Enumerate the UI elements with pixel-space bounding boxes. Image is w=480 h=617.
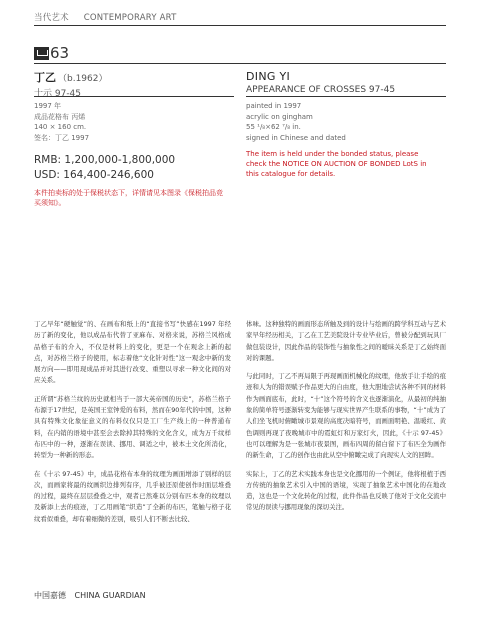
artwork-info-en — [246, 70, 446, 95]
right-rule — [246, 96, 446, 97]
gavel-icon — [34, 47, 49, 60]
artwork-title-en: APPEARANCE OF CROSSES 97-45 — [246, 85, 396, 95]
essay-paragraph: 与此同时，丁乙不再局限于再现画面机械化的纹理，他放手让手绘的痕迹和人为的错误赋予作品更大的自由度，他大胆地尝试各种不同的材料作为画面底布，此时，“十”这个符号的含义也逐渐演化，从最初的纯抽象的简单符号逐渐转变为能够与现实世界产生联系的事物，“十”成为了人们坐飞机时俯瞰城市景观的高度决暗符号，而画面明艳、温暖红、黄色调则再现了夜晚城市中的霓虹灯和万家灯火，因此，《十示 97-45》也可以理解为是一张城市夜景图，画布四周的留白留下了布匹全为画作的新生命，丁乙的创作也由此从空中俯瞰完成了向现实人文的回眸。 — [246, 372, 446, 460]
bonded-notice-cn: 本件拍卖标的处于保税状态下，详情请见本图录《保税拍品竞买须知》。 — [34, 189, 223, 207]
detail-signature-en: signed in Chinese and dated — [246, 133, 346, 142]
lot-number-text: 63 — [50, 44, 70, 62]
essay-paragraph: 正所谓“苏格兰纹的历史就相当于一部大英帝国的历史”，苏格兰格子布源于17世纪，是英国王室钟爱的布料，然而在90年代的中国，这种具有特殊文化象征意义的布料仅仅只是工厂生产线上的一种普通布料，在内销的语境中甚至会去除掉其特殊的文化含义，成为万千纹样布匹中的一种，逐渐在误读、挪用、调适之中，被本土文化所消化，转型为一种新的形态。 — [34, 394, 231, 460]
detail-medium-en: acrylic on gingham — [246, 112, 313, 121]
detail-size-en: 55 ¹/₈×62 ⁷/₈ in. — [246, 123, 301, 131]
artwork-title-cn: 十示 97-45 — [34, 89, 82, 99]
essay-paragraph: 在《十示 97-45》中，成品花格布本身的纹理为画面增添了别样的层次，而画家将最的纹画织边排列有序，几乎被还原使创作时面层堆叠的过程，最终在层层叠叠之中，观者已然难以分别布匹本身的纹理以及新添上去的痕迹，丁乙用画笔“织造”了全新的布匹，笔触与格子花纹看似重叠，却有着细微的差别，吸引人们不断去比较、 — [34, 469, 231, 523]
detail-date-en: painted in 1997 — [246, 102, 302, 110]
left-rule — [34, 96, 234, 97]
lot-number — [34, 44, 69, 62]
essay-paragraph: 体味。这种独特的画面形态所触及到的设计与绘画的跨学科互动与艺术家早年经历相关，丁乙在工艺美院设计专业毕业后，曾被分配到玩具厂做包装设计，因此作品的装饰性与抽象性之间的暧昧关系是丁乙始终面对的课题。 — [246, 320, 446, 362]
artwork-info-cn — [34, 69, 234, 99]
detail-signature-cn: 签名：丁乙 1997 — [34, 133, 90, 142]
details-en — [246, 101, 446, 143]
artist-name-en: DING YI — [246, 70, 291, 83]
essay-right — [246, 319, 446, 521]
essay-left — [34, 319, 231, 532]
essay-paragraph: 丁乙早年“硬触觉”的、在画布和纸上的“直接书写”快感在1997 年经历了新的变化，他以成品布代替了亚麻布、对格来说，苏格兰风格成品格子布的介入，不仅是材料上的变化，更是一个在观念上新的起点，对苏格兰格子的使用，标志着他“文化针对性”这一观念中新的发展方向——即用现成品并对其进行改变、重塑以寻求一种文化间的对应关系。 — [34, 320, 231, 385]
header-rule — [34, 25, 446, 26]
bonded-notice-en: The item is held under the bonded status, please check the NOTICE ON AUCTION OF BONDED LotS in this catalogue for details. — [246, 150, 427, 178]
estimate-usd: USD: 164,400-246,600 — [34, 169, 154, 181]
section-title-cn: 当代艺术 — [34, 13, 69, 23]
footer-en: CHINA GUARDIAN — [74, 591, 146, 600]
detail-size-cn: 140 × 160 cm. — [34, 123, 87, 131]
artist-name-cn: 丁乙 （b.1962） — [34, 71, 108, 84]
estimate-rmb: RMB: 1,200,000-1,800,000 — [34, 154, 176, 166]
detail-medium-cn: 成品花格布 丙烯 — [34, 112, 86, 121]
section-title-en: CONTEMPORARY ART — [83, 13, 177, 23]
estimate — [34, 153, 234, 183]
lot-rule — [34, 63, 446, 64]
artist-years: （b.1962） — [58, 74, 108, 84]
footer-cn: 中国嘉德 — [34, 591, 66, 600]
page-footer — [34, 590, 152, 601]
essay-paragraph: 实际上，丁乙的艺术实践本身也是文化挪用的一个例证，他将根植于西方传统的抽象艺术引入中国的语境，实现了抽象艺术中国化的在地改造，这也是一个文化转化的过程，此件作品也反映了他对于文化交流中常见的误读与挪用现象的深切关注。 — [246, 469, 446, 512]
page-header — [34, 11, 189, 23]
details-cn — [34, 101, 234, 143]
detail-date-cn: 1997 年 — [34, 102, 62, 110]
